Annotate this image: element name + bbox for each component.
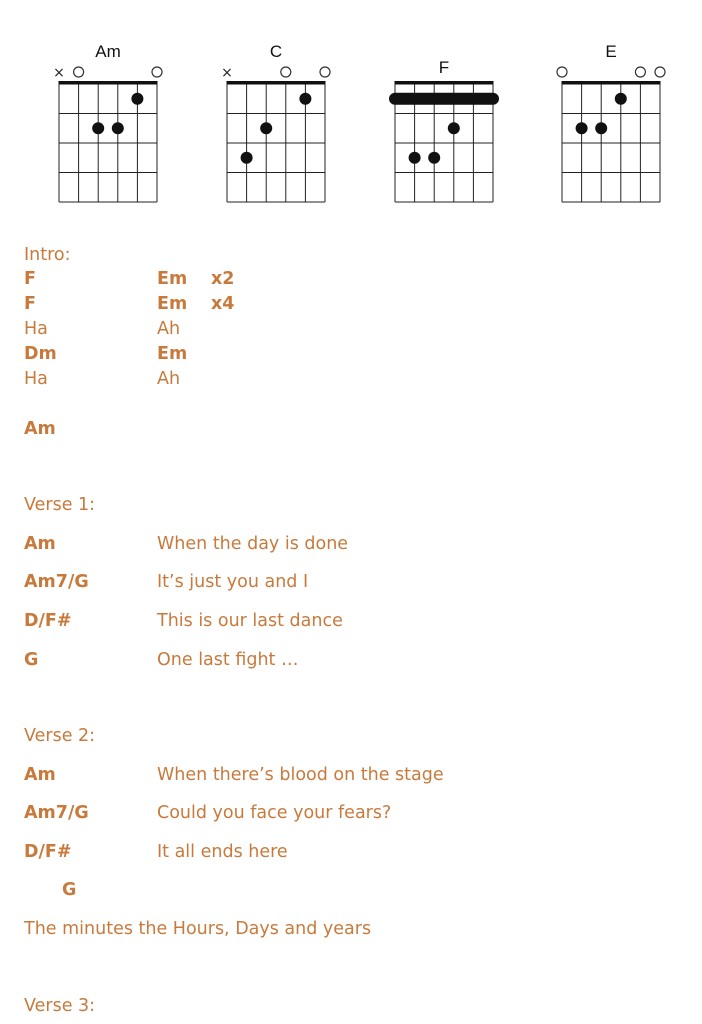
intro-end-chord: Am xyxy=(24,419,56,439)
finger-dot xyxy=(615,93,627,105)
intro-lyric: Ah xyxy=(157,369,181,389)
intro-row xyxy=(24,369,181,389)
intro-lyric: Ha xyxy=(24,369,48,389)
open-string-marker xyxy=(281,67,291,77)
verse-lyric: When there’s blood on the stage xyxy=(157,765,444,785)
verse-lyric: The minutes the Hours, Days and years xyxy=(24,919,372,939)
finger-dot xyxy=(260,122,272,134)
verse-chord: D/F# xyxy=(24,611,72,631)
intro-row xyxy=(24,294,235,314)
chord-diagram-e xyxy=(557,42,665,202)
verse-lyric: It all ends here xyxy=(157,842,288,862)
verse-chord: Am xyxy=(24,534,56,554)
intro-chord: Dm xyxy=(24,344,57,364)
intro-row xyxy=(24,269,235,289)
finger-dot xyxy=(409,152,421,164)
intro-label: Intro: xyxy=(24,245,71,265)
open-string-marker xyxy=(557,67,567,77)
nut xyxy=(562,81,661,85)
verse3-label: Verse 3: xyxy=(24,996,96,1016)
chord-diagram-am xyxy=(53,42,162,202)
chord-name: E xyxy=(605,42,617,61)
verse2-label: Verse 2: xyxy=(24,726,96,746)
muted-string-marker: × xyxy=(53,65,65,81)
chord-diagram-f xyxy=(389,58,499,202)
verse-lyric: One last fight … xyxy=(157,650,299,670)
finger-dot xyxy=(428,152,440,164)
intro-lyric: Ah xyxy=(157,319,181,339)
open-string-marker xyxy=(320,67,330,77)
verse-chord: Am xyxy=(24,765,56,785)
intro-row xyxy=(24,319,181,339)
intro-chord: Em xyxy=(157,294,188,314)
verse2-row xyxy=(24,803,392,823)
verse-chord: Am7/G xyxy=(24,803,89,823)
chord-diagrams xyxy=(0,0,702,215)
finger-dot xyxy=(112,122,124,134)
verse-lyric: This is our last dance xyxy=(157,611,343,631)
nut xyxy=(227,81,326,85)
finger-dot xyxy=(299,93,311,105)
verse-lyric: When the day is done xyxy=(157,534,349,554)
barre-bar xyxy=(389,93,499,105)
verse-lyric: It’s just you and I xyxy=(157,572,309,592)
intro-chord: Em xyxy=(157,344,188,364)
intro-repeat: x2 xyxy=(211,269,235,289)
verse-chord: G xyxy=(62,880,77,900)
verse-lyric: Could you face your fears? xyxy=(157,803,392,823)
finger-dot xyxy=(448,122,460,134)
intro-chord: Em xyxy=(157,269,188,289)
intro-lyric: Ha xyxy=(24,319,48,339)
verse1-row xyxy=(24,572,309,592)
chord-name: C xyxy=(269,42,283,61)
verse1-row xyxy=(24,650,299,670)
intro-chord: F xyxy=(24,269,36,289)
verse2-row xyxy=(24,842,288,862)
open-string-marker xyxy=(74,67,84,77)
verse-chord: D/F# xyxy=(24,842,72,862)
intro-repeat: x4 xyxy=(211,294,235,314)
open-string-marker xyxy=(655,67,665,77)
verse1-row xyxy=(24,611,343,631)
verse1-label: Verse 1: xyxy=(24,495,96,515)
intro-chord: F xyxy=(24,294,36,314)
muted-string-marker: × xyxy=(221,65,233,81)
finger-dot xyxy=(241,152,253,164)
verse-chord: G xyxy=(24,650,39,670)
finger-dot xyxy=(92,122,104,134)
open-string-marker xyxy=(635,67,645,77)
open-string-marker xyxy=(152,67,162,77)
chord-diagram-c xyxy=(221,42,330,202)
chord-name: Am xyxy=(95,42,121,61)
verse2-row xyxy=(24,765,444,785)
intro-row xyxy=(24,344,188,364)
finger-dot xyxy=(576,122,588,134)
chord-name: F xyxy=(438,58,450,77)
verse1-row xyxy=(24,534,349,554)
finger-dot xyxy=(131,93,143,105)
nut xyxy=(59,81,158,85)
nut xyxy=(395,81,494,85)
verse-chord: Am7/G xyxy=(24,572,89,592)
finger-dot xyxy=(595,122,607,134)
